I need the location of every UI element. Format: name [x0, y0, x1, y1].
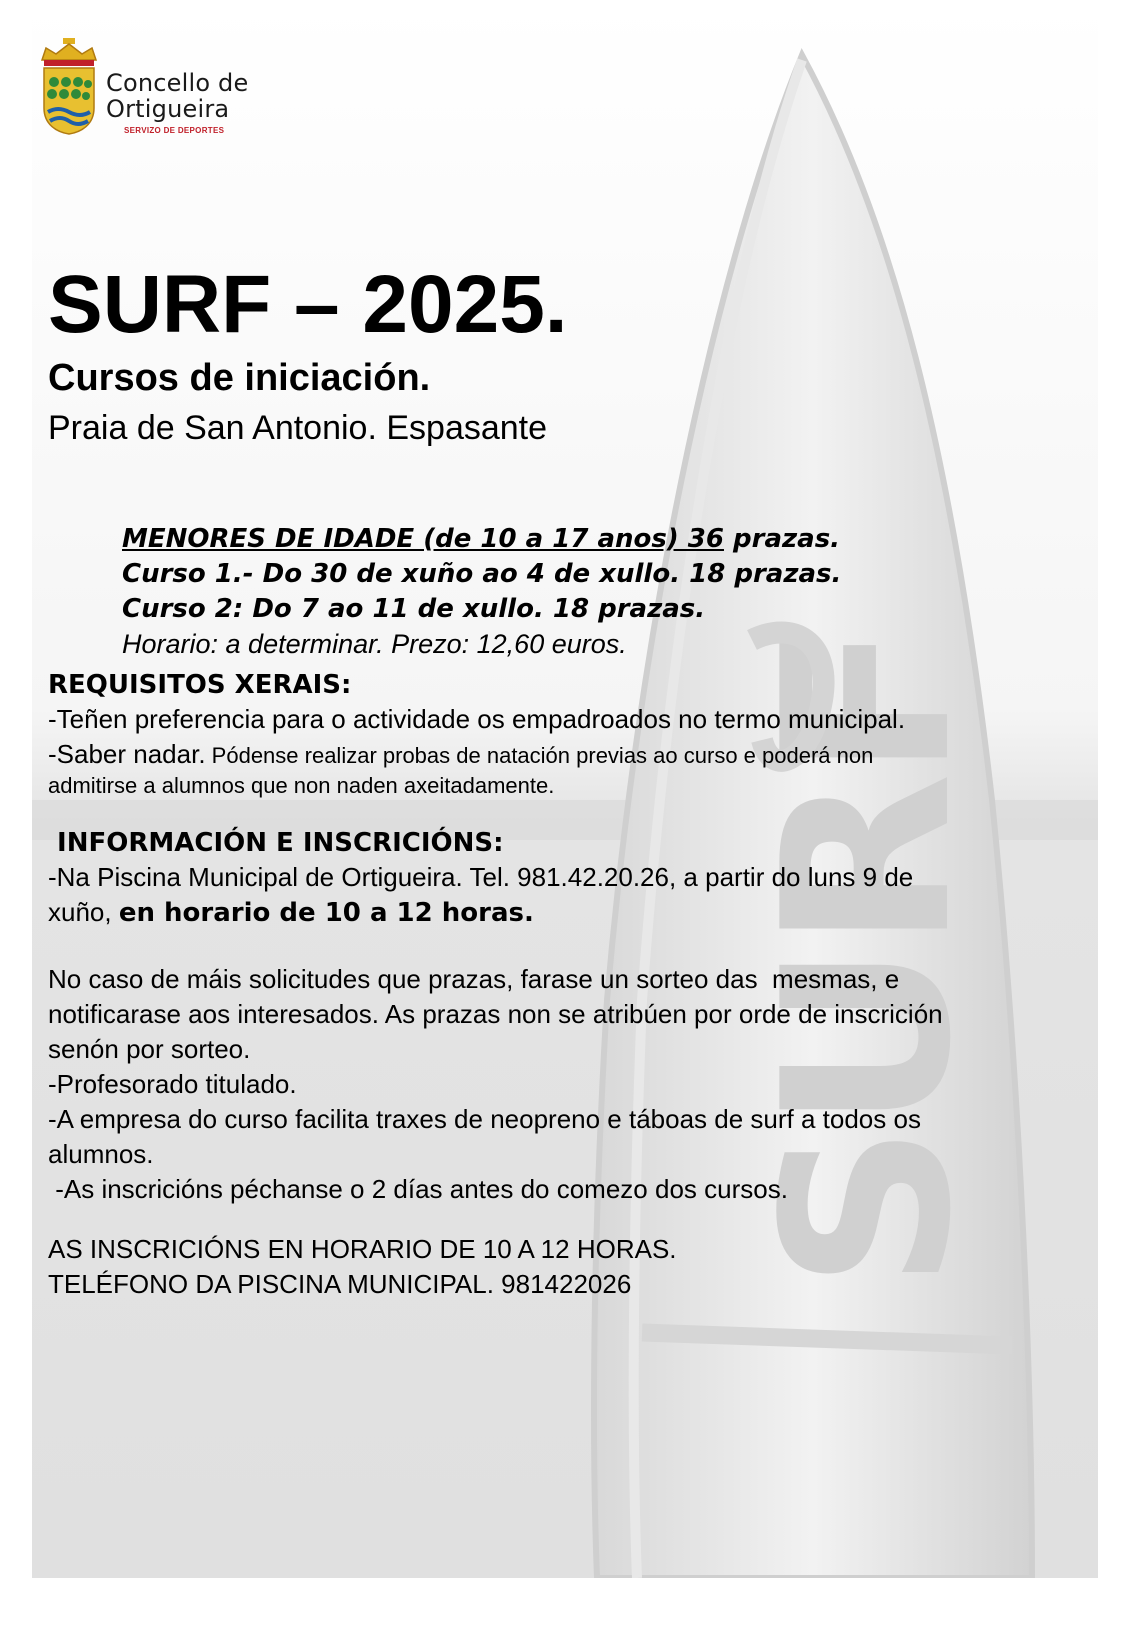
- courses-group-underlined: MENORES DE IDADE (de 10 a 17 anos) 36: [122, 524, 724, 554]
- requirement-item-2-detail: Pódense realizar probas de natación previas ao curso e poderá non: [205, 743, 874, 768]
- courses-block: [122, 522, 841, 662]
- note-line-7: -As inscricións péchanse o 2 días antes do comezo dos cursos.: [48, 1174, 788, 1204]
- info-section: [48, 826, 1078, 931]
- coat-of-arms-icon: [38, 38, 100, 138]
- info-line-2-lead: xuño,: [48, 897, 119, 927]
- schedule-price-line: Horario: a determinar. Prezo: 12,60 euros.: [122, 629, 627, 659]
- courses-group-heading: [122, 522, 841, 557]
- org-service: SERVIZO DE DEPORTES: [124, 126, 225, 135]
- requirement-item-2: [48, 737, 1078, 772]
- page-title: SURF – 2025.: [48, 259, 568, 350]
- page-subtitle: Cursos de iniciación.: [48, 357, 431, 399]
- note-line-3: senón por sorteo.: [48, 1034, 251, 1064]
- location-text: Praia de San Antonio. Espasante: [48, 409, 548, 447]
- footer-section: [48, 1232, 1078, 1302]
- footer-line-2: TELÉFONO DA PISCINA MUNICIPAL. 981422026: [48, 1269, 632, 1299]
- courses-group-rest: prazas.: [723, 524, 841, 554]
- info-line-1: -Na Piscina Municipal de Ortigueira. Tel. 981.42.20.26, a partir do luns 9 de: [48, 862, 914, 892]
- course-1-line: Curso 1.- Do 30 de xuño ao 4 de xullo. 18 prazas.: [122, 559, 842, 589]
- requirement-item-2-lead: -Saber nadar.: [48, 739, 206, 769]
- info-heading: INFORMACIÓN E INSCRICIÓNS:: [48, 828, 504, 858]
- course-2-line: Curso 2: Do 7 ao 11 de xullo. 18 prazas.: [122, 594, 706, 624]
- requirement-item-2-detail-2: admitirse a alumnos que non naden axeitadamente.: [48, 773, 555, 798]
- municipality-logo: [38, 38, 268, 142]
- note-line-2: notificarase aos interesados. As prazas non se atribúen por orde de inscrición: [48, 999, 943, 1029]
- note-line-4: -Profesorado titulado.: [48, 1069, 297, 1099]
- note-line-6: alumnos.: [48, 1139, 154, 1169]
- requirements-section: [48, 668, 1078, 800]
- note-line-5: -A empresa do curso facilita traxes de neopreno e táboas de surf a todos os: [48, 1104, 921, 1134]
- requirement-item-1: -Teñen preferencia para o actividade os empadroados no termo municipal.: [48, 704, 906, 734]
- info-line-2: [48, 895, 1078, 931]
- requirements-heading: REQUISITOS XERAIS:: [48, 670, 352, 700]
- org-name-line2: Ortigueira: [106, 95, 230, 123]
- note-line-1: No caso de máis solicitudes que prazas, farase un sorteo das mesmas, e: [48, 964, 900, 994]
- watermark-surf-text: SURF: [735, 627, 1002, 1290]
- info-line-2-hours: en horario de 10 a 12 horas.: [118, 898, 534, 928]
- notes-section: [48, 962, 1078, 1207]
- footer-line-1: AS INSCRICIÓNS EN HORARIO DE 10 A 12 HORAS.: [48, 1234, 677, 1264]
- org-name-line1: Concello de: [106, 69, 249, 97]
